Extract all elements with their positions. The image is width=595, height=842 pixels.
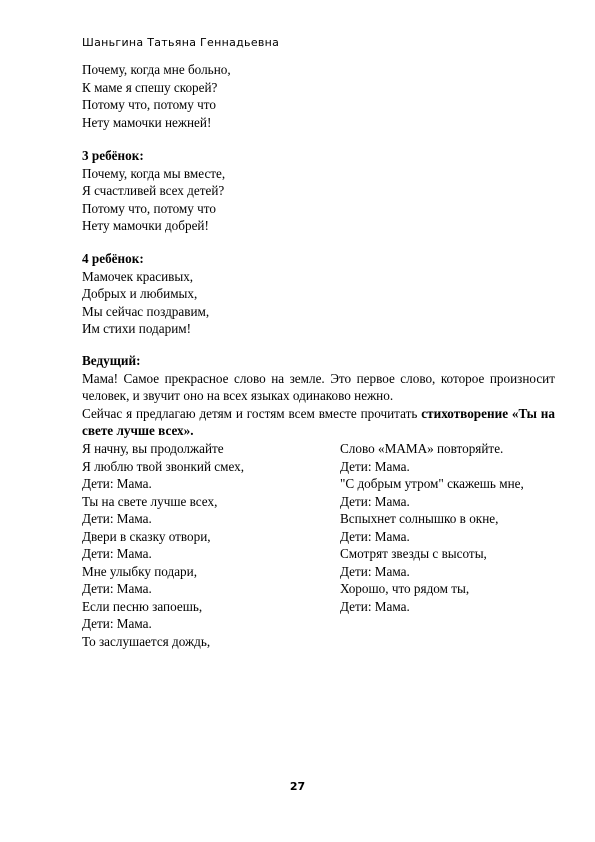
poem-line: Я люблю твой звонкий смех, <box>82 458 245 474</box>
speaker-label: Ведущий: <box>82 353 141 368</box>
poem-line: Дети: Мама. <box>82 581 152 596</box>
poem-line: Потому что, потому что <box>82 97 216 112</box>
host-paragraph-1: Мама! Самое прекрасное слово на земле. Это первое слово, которое произносит человек, и звучит оно на всех языках одинаково нежно. <box>82 370 555 403</box>
poem-line: Хорошо, что рядом ты, <box>340 581 470 596</box>
poem-line: То заслушается дождь, <box>82 633 211 649</box>
poem-line: Дети: Мама. <box>340 493 410 509</box>
host-paragraph-2-text: Сейчас я предлагаю детям и гостям всем вместе прочитать <box>82 405 422 421</box>
poem-left-column <box>82 440 322 650</box>
stanza-3 <box>82 250 555 338</box>
speaker-label: 4 ребёнок: <box>82 251 144 266</box>
poem-line: Дети: Мама. <box>82 476 152 491</box>
poem-line: Дети: Мама. <box>82 616 152 631</box>
poem-line: Двери в сказку отвори, <box>82 528 211 544</box>
page-number: 27 <box>289 780 306 793</box>
poem-line: Дети: Мама. <box>340 528 410 544</box>
host-paragraph-2 <box>82 405 555 440</box>
poem-line: Нету мамочки нежней! <box>82 114 212 130</box>
poem-line: Если песню запоешь, <box>82 598 203 614</box>
poem-line: Нету мамочки добрей! <box>82 218 209 233</box>
poem-line: Я начну, вы продолжайте <box>82 441 224 456</box>
poem-line: Слово «МАМА» повторяйте. <box>340 441 504 456</box>
poem-line: Дети: Мама. <box>340 458 410 474</box>
poem-line: Смотрят звезды с высоты, <box>340 546 487 561</box>
poem-line: "С добрым утром" скажешь мне, <box>340 476 524 491</box>
poem-line: Дети: Мама. <box>82 546 152 561</box>
poem-line: Я счастливей всех детей? <box>82 183 225 198</box>
speaker-label: 3 ребёнок: <box>82 148 144 163</box>
running-header: Шаньгина Татьяна Геннадьевна <box>82 36 280 49</box>
poem-line: Дети: Мама. <box>340 563 410 579</box>
poem-line: Ты на свете лучше всех, <box>82 493 218 509</box>
poem-line: К маме я спешу скорей? <box>82 79 218 95</box>
poem-title: стихотворение «Ты на свете лучше всех». <box>82 405 555 438</box>
poem-line: Вспыхнет солнышко в окне, <box>340 511 499 526</box>
poem-line: Им стихи подарим! <box>82 321 192 336</box>
poem-line: Потому что, потому что <box>82 200 216 216</box>
poem-line: Дети: Мама. <box>82 511 152 526</box>
host-section <box>82 352 555 440</box>
poem-line: Мне улыбку подари, <box>82 563 197 579</box>
poem-line: Почему, когда мне больно, <box>82 62 231 77</box>
poem-line: Почему, когда мы вместе, <box>82 165 226 181</box>
stanza-1 <box>82 61 555 131</box>
stanza-2 <box>82 147 555 235</box>
poem-line: Добрых и любимых, <box>82 286 198 301</box>
poem-right-column <box>340 440 580 615</box>
poem-line: Мы сейчас поздравим, <box>82 303 210 319</box>
poem-line: Мамочек красивых, <box>82 268 194 284</box>
poem-line: Дети: Мама. <box>340 598 410 614</box>
